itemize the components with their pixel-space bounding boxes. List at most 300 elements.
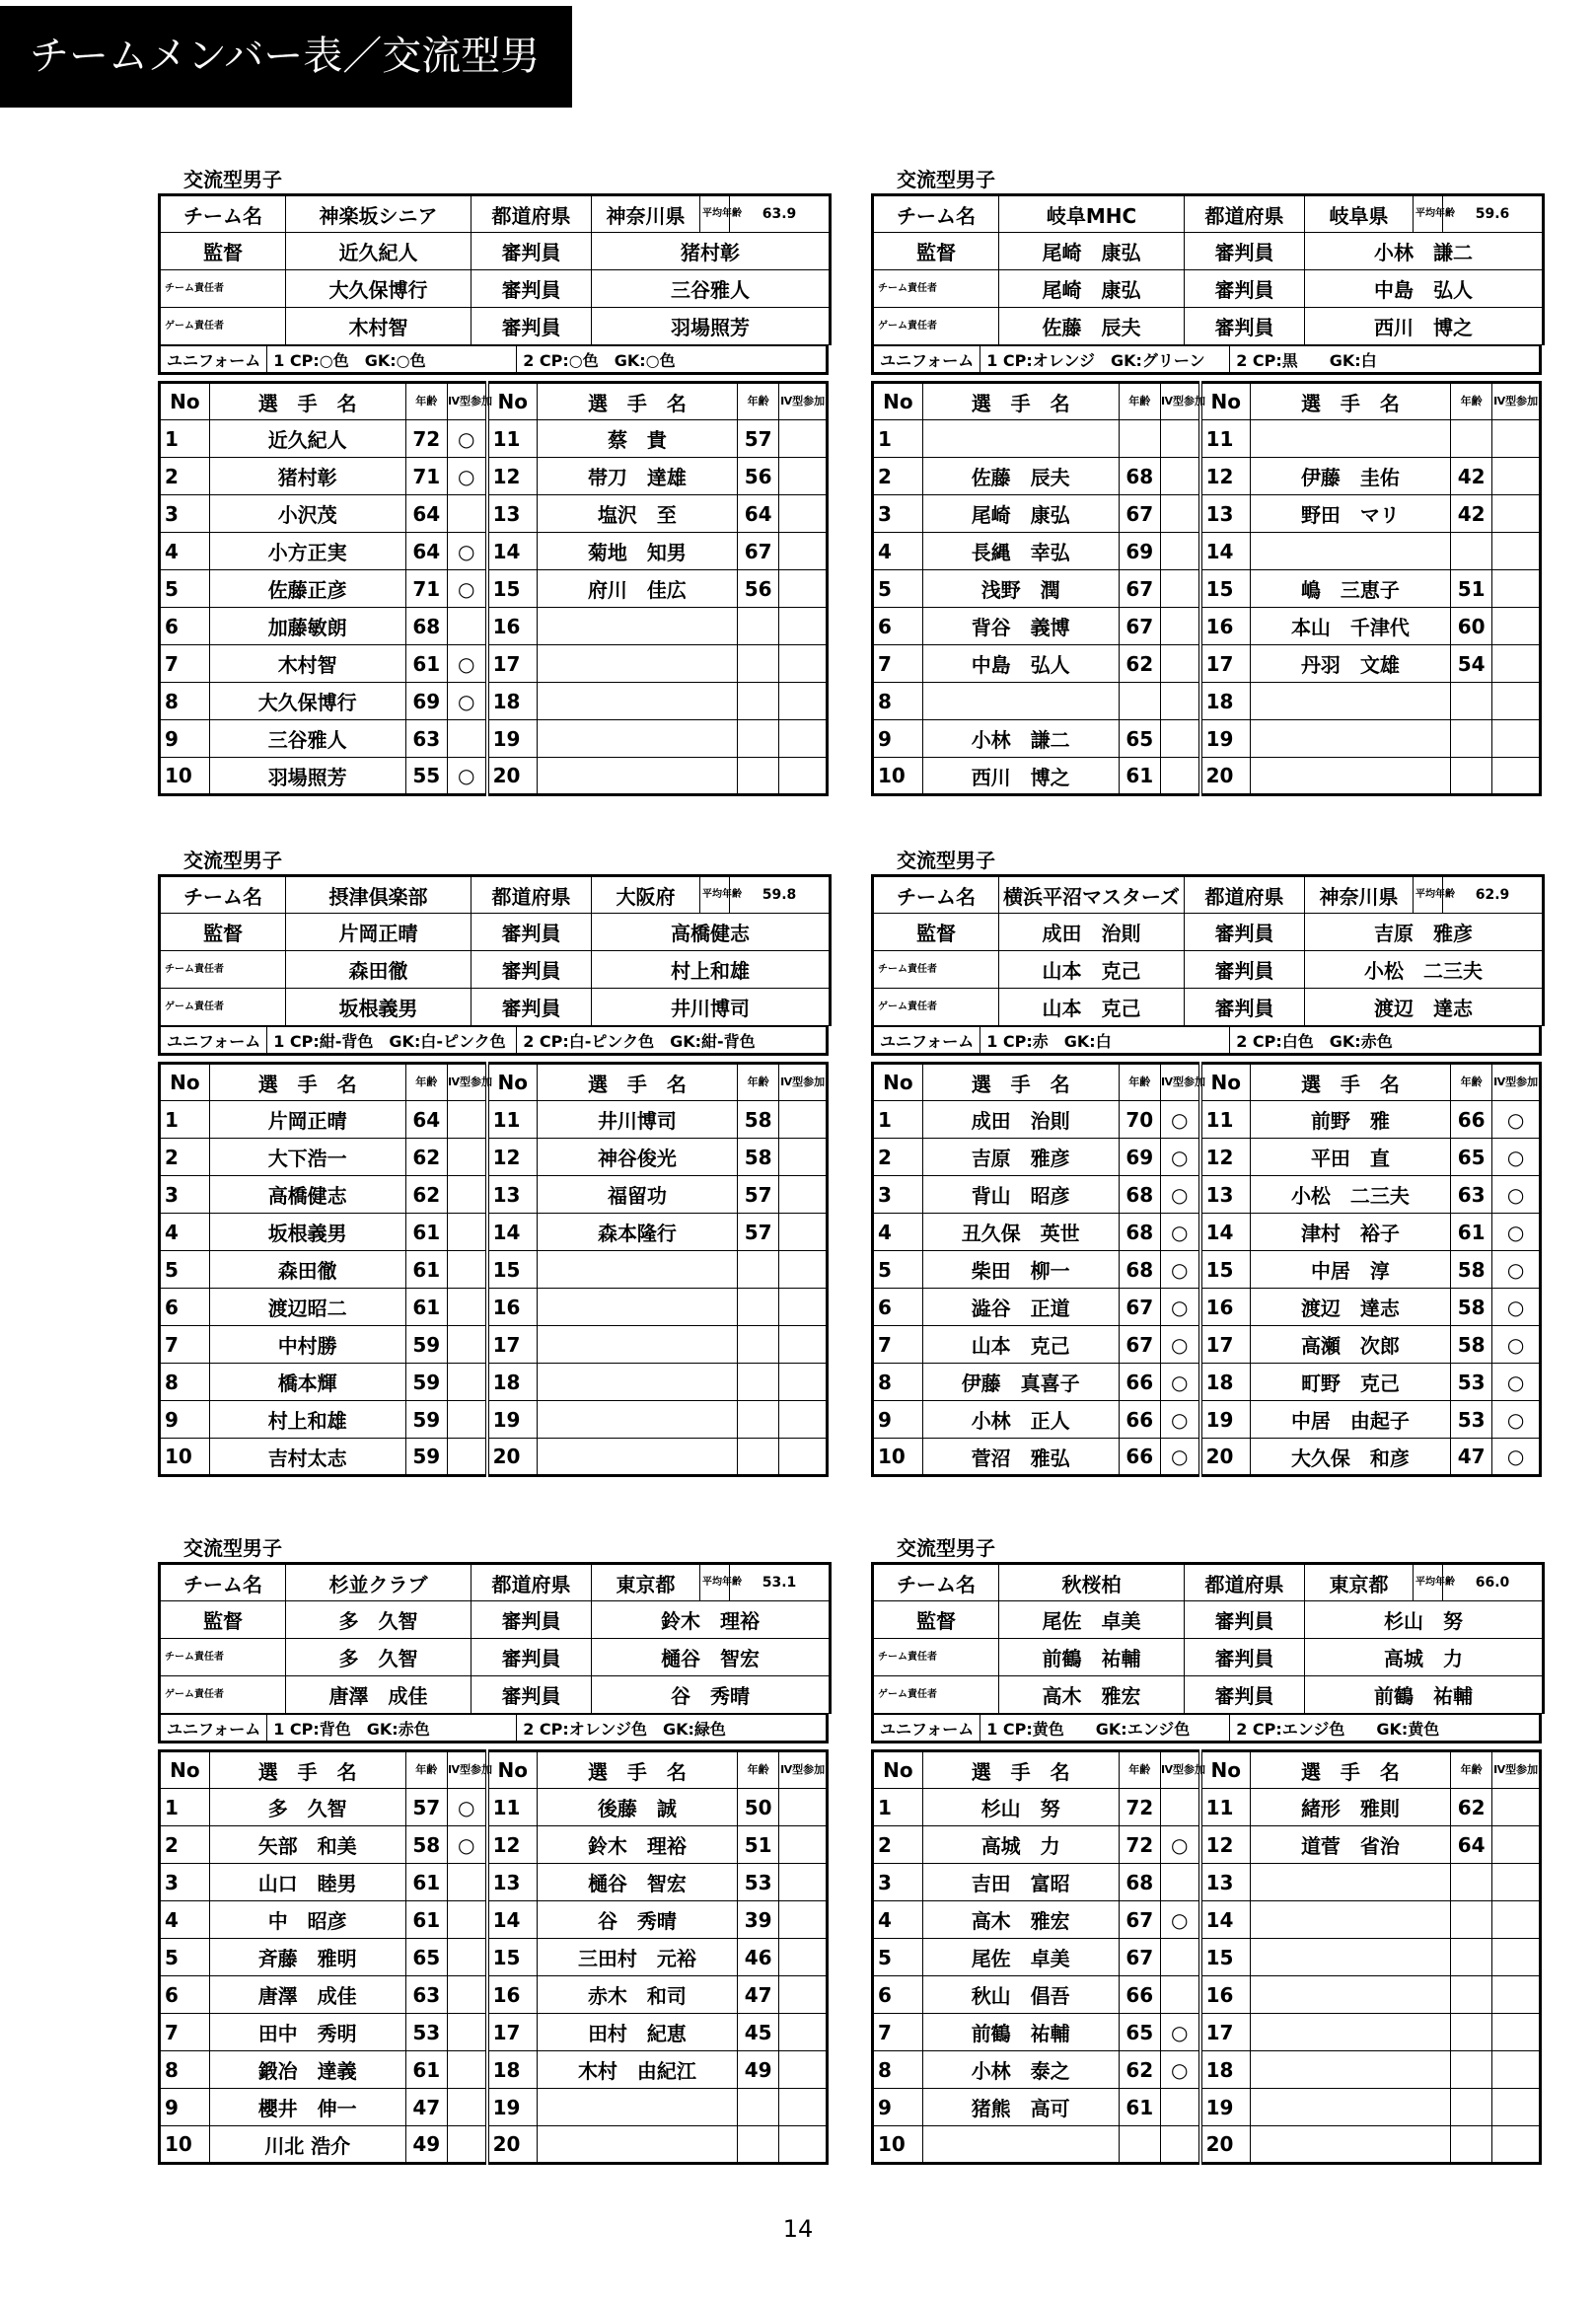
player-age xyxy=(1119,420,1160,458)
player-iv xyxy=(1492,1826,1541,1864)
player-no: 4 xyxy=(873,1901,923,1939)
table-row xyxy=(160,1176,828,1214)
player-age xyxy=(737,608,778,645)
roster-table xyxy=(158,381,829,796)
player-iv xyxy=(1492,2089,1541,2126)
player-no: 5 xyxy=(160,1939,210,1976)
player-iv xyxy=(1492,2014,1541,2051)
referee-label: 審判員 xyxy=(1185,270,1305,308)
page-title: チームメンバー表／交流型男子 xyxy=(0,6,572,108)
team-lead-name: 多 久智 xyxy=(286,1639,472,1676)
player-iv xyxy=(779,1289,828,1326)
table-row xyxy=(160,1901,828,1939)
table-row xyxy=(160,720,828,758)
player-no: 8 xyxy=(160,683,210,720)
referee-label: 審判員 xyxy=(472,989,592,1026)
player-name: 中 昭彦 xyxy=(209,1901,405,1939)
no-header: No xyxy=(1200,383,1251,420)
player-name: 加藤敏朗 xyxy=(209,608,405,645)
table-row xyxy=(873,458,1541,495)
player-no: 7 xyxy=(873,645,923,683)
player-name: 平田 直 xyxy=(1250,1139,1450,1176)
player-no: 19 xyxy=(1200,1401,1251,1439)
game-lead-name: 高木 雅宏 xyxy=(999,1676,1185,1714)
player-name: 多 久智 xyxy=(209,1789,405,1826)
coach-name: 尾佐 卓美 xyxy=(999,1601,1185,1639)
player-name: 帯刀 達雄 xyxy=(537,458,737,495)
player-age: 53 xyxy=(405,2014,447,2051)
player-age: 47 xyxy=(405,2089,447,2126)
player-no: 20 xyxy=(1200,758,1251,795)
player-no: 9 xyxy=(873,2089,923,2126)
player-iv: ○ xyxy=(447,1789,486,1826)
player-no: 20 xyxy=(1200,1439,1251,1476)
team-avg: 66.0 xyxy=(1443,1564,1544,1601)
player-name: 伊藤 真喜子 xyxy=(922,1364,1119,1401)
table-row xyxy=(160,2051,828,2089)
player-no: 11 xyxy=(487,1789,538,1826)
player-name: 津村 裕子 xyxy=(1250,1214,1450,1251)
player-no: 5 xyxy=(873,1251,923,1289)
player-name: 高瀬 次郎 xyxy=(1250,1326,1450,1364)
table-row xyxy=(873,645,1541,683)
player-iv xyxy=(1160,458,1199,495)
player-no: 16 xyxy=(1200,608,1251,645)
player-age xyxy=(737,683,778,720)
referee-name: 小林 謙二 xyxy=(1305,233,1544,270)
player-age: 68 xyxy=(1119,1214,1160,1251)
table-row xyxy=(873,2051,1541,2089)
player-name: 尾佐 卓美 xyxy=(922,1939,1119,1976)
player-age: 58 xyxy=(737,1101,778,1139)
table-row xyxy=(873,570,1541,608)
player-name xyxy=(1250,758,1450,795)
player-iv xyxy=(447,2126,486,2164)
player-no: 16 xyxy=(487,608,538,645)
player-name: 菅沼 雅弘 xyxy=(922,1439,1119,1476)
player-name: 渡辺 達志 xyxy=(1250,1289,1450,1326)
player-name: 吉原 雅彦 xyxy=(922,1139,1119,1176)
player-iv xyxy=(779,1939,828,1976)
player-age xyxy=(737,1401,778,1439)
table-row xyxy=(873,2126,1541,2164)
player-iv xyxy=(447,1139,486,1176)
player-no: 17 xyxy=(487,1326,538,1364)
player-name: 神谷俊光 xyxy=(537,1139,737,1176)
player-age: 59 xyxy=(405,1439,447,1476)
table-row xyxy=(873,1214,1541,1251)
player-age xyxy=(737,2089,778,2126)
player-iv xyxy=(447,1364,486,1401)
no-header: No xyxy=(873,1064,923,1101)
player-iv: ○ xyxy=(1160,1439,1199,1476)
team-card xyxy=(158,847,829,1477)
player-no: 6 xyxy=(873,1976,923,2014)
player-age xyxy=(1450,2126,1491,2164)
coach-name: 尾崎 康弘 xyxy=(999,233,1185,270)
referee-name: 渡辺 達志 xyxy=(1305,989,1544,1026)
team-avg: 59.6 xyxy=(1443,195,1544,233)
player-name: 小林 泰之 xyxy=(922,2051,1119,2089)
table-row xyxy=(873,608,1541,645)
player-iv xyxy=(779,683,828,720)
player-age: 68 xyxy=(405,608,447,645)
player-name: 大久保 和彦 xyxy=(1250,1439,1450,1476)
player-no: 2 xyxy=(160,458,210,495)
player-name: 佐藤正彦 xyxy=(209,570,405,608)
player-no: 3 xyxy=(160,1864,210,1901)
coach-name: 多 久智 xyxy=(286,1601,472,1639)
player-name: 前野 雅 xyxy=(1250,1101,1450,1139)
team-avg: 53.1 xyxy=(730,1564,831,1601)
player-name: 背谷 義博 xyxy=(922,608,1119,645)
player-no: 12 xyxy=(487,458,538,495)
player-iv xyxy=(779,458,828,495)
player-no: 18 xyxy=(1200,683,1251,720)
player-name: 山本 克己 xyxy=(922,1326,1119,1364)
player-name: 矢部 和美 xyxy=(209,1826,405,1864)
player-age: 49 xyxy=(737,2051,778,2089)
table-row xyxy=(160,758,828,795)
team-info-table xyxy=(158,193,832,345)
team-info-table xyxy=(158,1562,832,1714)
player-age: 67 xyxy=(1119,608,1160,645)
player-no: 9 xyxy=(160,2089,210,2126)
player-no: 17 xyxy=(1200,1326,1251,1364)
uniform-2: 2 CP:白色 GK:赤色 xyxy=(1229,1027,1399,1053)
player-no: 15 xyxy=(1200,1251,1251,1289)
age-header: 年齢 xyxy=(737,383,778,420)
player-name: 緒形 雅則 xyxy=(1250,1789,1450,1826)
game-lead-label: ゲーム責任者 xyxy=(160,1676,286,1714)
team-lead-label: チーム責任者 xyxy=(873,951,999,989)
player-no: 12 xyxy=(487,1139,538,1176)
player-iv xyxy=(447,1214,486,1251)
player-age: 71 xyxy=(405,570,447,608)
player-iv xyxy=(1160,608,1199,645)
uniform-row xyxy=(871,345,1542,375)
player-iv: ○ xyxy=(1160,1826,1199,1864)
player-age: 66 xyxy=(1119,1439,1160,1476)
avg-label: 平均年齢 xyxy=(1414,876,1443,914)
player-no: 1 xyxy=(160,420,210,458)
player-no: 20 xyxy=(1200,2126,1251,2164)
uniform-row xyxy=(871,1714,1542,1743)
section-label: 交流型男子 xyxy=(183,168,282,191)
player-iv xyxy=(1492,1976,1541,2014)
uniform-label: ユニフォーム xyxy=(161,346,267,372)
game-lead-label: ゲーム責任者 xyxy=(160,308,286,345)
player-no: 15 xyxy=(487,570,538,608)
player-iv xyxy=(779,758,828,795)
player-age: 64 xyxy=(405,1101,447,1139)
player-age: 42 xyxy=(1450,495,1491,533)
table-row xyxy=(873,1401,1541,1439)
player-no: 18 xyxy=(1200,2051,1251,2089)
player-age: 58 xyxy=(1450,1251,1491,1289)
player-no: 11 xyxy=(1200,420,1251,458)
player-age xyxy=(1450,1901,1491,1939)
player-age: 66 xyxy=(1119,1976,1160,2014)
no-header: No xyxy=(160,383,210,420)
player-age: 61 xyxy=(405,1864,447,1901)
player-age: 67 xyxy=(1119,570,1160,608)
player-name: 背山 昭彦 xyxy=(922,1176,1119,1214)
player-name xyxy=(537,1251,737,1289)
table-row xyxy=(160,458,828,495)
player-age: 66 xyxy=(1119,1364,1160,1401)
player-iv xyxy=(779,1176,828,1214)
player-iv: ○ xyxy=(1492,1439,1541,1476)
iv-header: Ⅳ型参加 xyxy=(447,383,486,420)
team-label: チーム名 xyxy=(160,195,286,233)
player-name: 田村 紀恵 xyxy=(537,2014,737,2051)
player-name: 羽場照芳 xyxy=(209,758,405,795)
player-no: 11 xyxy=(487,420,538,458)
uniform-1: 1 CP:紺-背色 GK:白-ピンク色 xyxy=(273,1031,506,1051)
player-header: 選 手 名 xyxy=(1250,1064,1450,1101)
player-iv xyxy=(447,1439,486,1476)
table-row xyxy=(160,1214,828,1251)
player-iv xyxy=(1492,420,1541,458)
team-lead-name: 尾崎 康弘 xyxy=(999,270,1185,308)
referee-label: 審判員 xyxy=(472,1601,592,1639)
player-name: 後藤 誠 xyxy=(537,1789,737,1826)
avg-label: 平均年齢 xyxy=(700,876,730,914)
table-row xyxy=(160,495,828,533)
no-header: No xyxy=(487,1751,538,1789)
player-no: 7 xyxy=(160,1326,210,1364)
player-no: 16 xyxy=(487,1289,538,1326)
player-name: 大下浩一 xyxy=(209,1139,405,1176)
pref-label: 都道府県 xyxy=(472,876,592,914)
table-row xyxy=(873,1901,1541,1939)
player-name xyxy=(1250,720,1450,758)
uniform-label: ユニフォーム xyxy=(161,1715,267,1741)
coach-label: 監督 xyxy=(873,1601,999,1639)
age-header: 年齢 xyxy=(1119,383,1160,420)
player-iv: ○ xyxy=(1160,1289,1199,1326)
coach-label: 監督 xyxy=(873,233,999,270)
player-iv: ○ xyxy=(447,420,486,458)
table-row xyxy=(160,1326,828,1364)
player-iv: ○ xyxy=(1160,1326,1199,1364)
player-iv xyxy=(1160,758,1199,795)
player-age xyxy=(1450,533,1491,570)
player-no: 13 xyxy=(487,1864,538,1901)
iv-header: Ⅳ型参加 xyxy=(1160,1064,1199,1101)
table-row xyxy=(160,683,828,720)
player-age: 62 xyxy=(405,1176,447,1214)
player-iv: ○ xyxy=(1492,1401,1541,1439)
player-iv xyxy=(1492,570,1541,608)
player-no: 12 xyxy=(1200,1139,1251,1176)
player-name: 田中 秀明 xyxy=(209,2014,405,2051)
table-row xyxy=(160,2126,828,2164)
referee-name: 猪村彰 xyxy=(592,233,831,270)
player-iv xyxy=(447,2051,486,2089)
avg-label: 平均年齢 xyxy=(1414,1564,1443,1601)
roster-table xyxy=(871,381,1542,796)
player-age: 62 xyxy=(405,1139,447,1176)
player-age: 53 xyxy=(1450,1401,1491,1439)
player-iv: ○ xyxy=(447,758,486,795)
player-age: 57 xyxy=(737,1214,778,1251)
player-iv: ○ xyxy=(1492,1139,1541,1176)
player-no: 10 xyxy=(873,2126,923,2164)
player-name xyxy=(1250,1976,1450,2014)
player-iv xyxy=(779,570,828,608)
player-no: 4 xyxy=(160,1901,210,1939)
pref-label: 都道府県 xyxy=(472,1564,592,1601)
team-card xyxy=(871,1534,1542,2165)
player-name: 山口 睦男 xyxy=(209,1864,405,1901)
player-no: 16 xyxy=(487,1976,538,2014)
player-iv xyxy=(779,1214,828,1251)
player-age: 61 xyxy=(1450,1214,1491,1251)
age-header: 年齢 xyxy=(405,383,447,420)
referee-name: 杉山 努 xyxy=(1305,1601,1544,1639)
game-lead-name: 坂根義男 xyxy=(286,989,472,1026)
player-age: 63 xyxy=(405,720,447,758)
coach-label: 監督 xyxy=(160,233,286,270)
pref-label: 都道府県 xyxy=(1185,1564,1305,1601)
player-iv xyxy=(447,1864,486,1901)
player-iv xyxy=(779,2089,828,2126)
player-name: 吉村太志 xyxy=(209,1439,405,1476)
team-lead-name: 大久保博行 xyxy=(286,270,472,308)
no-header: No xyxy=(160,1751,210,1789)
player-no: 8 xyxy=(873,683,923,720)
coach-name: 成田 治則 xyxy=(999,914,1185,951)
team-card xyxy=(158,1534,829,2165)
player-age xyxy=(737,1326,778,1364)
referee-name: 西川 博之 xyxy=(1305,308,1544,345)
player-no: 18 xyxy=(1200,1364,1251,1401)
team-pref: 東京都 xyxy=(592,1564,700,1601)
uniform-1: 1 CP:○色 GK:○色 xyxy=(273,350,426,370)
uniform-row xyxy=(158,1714,829,1743)
player-no: 12 xyxy=(487,1826,538,1864)
player-iv: ○ xyxy=(447,683,486,720)
player-age: 67 xyxy=(1119,1289,1160,1326)
player-iv: ○ xyxy=(1492,1214,1541,1251)
team-card xyxy=(871,166,1542,796)
player-iv: ○ xyxy=(1160,2051,1199,2089)
player-no: 2 xyxy=(160,1826,210,1864)
player-age: 71 xyxy=(405,458,447,495)
player-no: 4 xyxy=(160,533,210,570)
player-no: 11 xyxy=(1200,1101,1251,1139)
team-name: 横浜平沼マスターズ xyxy=(999,876,1185,914)
player-iv xyxy=(779,608,828,645)
player-iv xyxy=(447,2089,486,2126)
player-name: 高木 雅宏 xyxy=(922,1901,1119,1939)
table-row xyxy=(873,1826,1541,1864)
player-iv xyxy=(447,1101,486,1139)
player-iv: ○ xyxy=(1492,1176,1541,1214)
table-row xyxy=(160,645,828,683)
team-info-table xyxy=(871,874,1545,1026)
player-name: 丹羽 文雄 xyxy=(1250,645,1450,683)
player-name: 前鶴 祐輔 xyxy=(922,2014,1119,2051)
player-age: 68 xyxy=(1119,458,1160,495)
player-age: 67 xyxy=(1119,1939,1160,1976)
pref-label: 都道府県 xyxy=(472,195,592,233)
game-lead-name: 唐澤 成佳 xyxy=(286,1676,472,1714)
section-label: 交流型男子 xyxy=(897,168,995,191)
no-header: No xyxy=(487,383,538,420)
uniform-1: 1 CP:赤 GK:白 xyxy=(986,1031,1112,1051)
table-row xyxy=(873,1364,1541,1401)
table-row xyxy=(873,1251,1541,1289)
player-name xyxy=(537,1401,737,1439)
player-header: 選 手 名 xyxy=(922,1064,1119,1101)
player-age: 53 xyxy=(1450,1364,1491,1401)
player-iv: ○ xyxy=(447,1826,486,1864)
table-row xyxy=(873,1789,1541,1826)
player-age: 57 xyxy=(405,1789,447,1826)
player-name: 木村 由紀江 xyxy=(537,2051,737,2089)
player-name: 中村勝 xyxy=(209,1326,405,1364)
player-iv xyxy=(779,645,828,683)
age-header: 年齢 xyxy=(1119,1064,1160,1101)
table-row xyxy=(873,683,1541,720)
player-iv xyxy=(1160,720,1199,758)
player-name: 浅野 潤 xyxy=(922,570,1119,608)
player-name: 小林 謙二 xyxy=(922,720,1119,758)
player-name: 中居 由起子 xyxy=(1250,1401,1450,1439)
player-age: 61 xyxy=(405,1289,447,1326)
avg-label: 平均年齢 xyxy=(700,195,730,233)
player-iv xyxy=(447,495,486,533)
player-age: 67 xyxy=(1119,1326,1160,1364)
player-name xyxy=(1250,1864,1450,1901)
player-name xyxy=(922,2126,1119,2164)
player-header: 選 手 名 xyxy=(537,1064,737,1101)
player-name: 鈴木 理裕 xyxy=(537,1826,737,1864)
referee-label: 審判員 xyxy=(472,914,592,951)
coach-name: 近久紀人 xyxy=(286,233,472,270)
table-row xyxy=(873,1976,1541,2014)
iv-header: Ⅳ型参加 xyxy=(779,1064,828,1101)
roster-table xyxy=(871,1062,1542,1477)
player-name xyxy=(1250,683,1450,720)
referee-label: 審判員 xyxy=(1185,308,1305,345)
player-age: 67 xyxy=(737,533,778,570)
player-age xyxy=(1450,720,1491,758)
player-no: 1 xyxy=(160,1789,210,1826)
player-no: 1 xyxy=(160,1101,210,1139)
age-header: 年齢 xyxy=(737,1751,778,1789)
player-iv xyxy=(779,495,828,533)
player-name xyxy=(1250,2014,1450,2051)
player-name xyxy=(537,2089,737,2126)
table-row xyxy=(873,1326,1541,1364)
age-header: 年齢 xyxy=(1450,1064,1491,1101)
uniform-1: 1 CP:黄色 GK:エンジ色 xyxy=(986,1719,1191,1739)
player-no: 19 xyxy=(487,720,538,758)
player-iv xyxy=(1160,1789,1199,1826)
player-age xyxy=(737,2126,778,2164)
player-no: 17 xyxy=(487,645,538,683)
player-header: 選 手 名 xyxy=(922,383,1119,420)
player-age xyxy=(737,1364,778,1401)
player-no: 13 xyxy=(1200,1176,1251,1214)
player-name: 渡辺昭二 xyxy=(209,1289,405,1326)
player-age: 70 xyxy=(1119,1101,1160,1139)
player-name: 本山 千津代 xyxy=(1250,608,1450,645)
